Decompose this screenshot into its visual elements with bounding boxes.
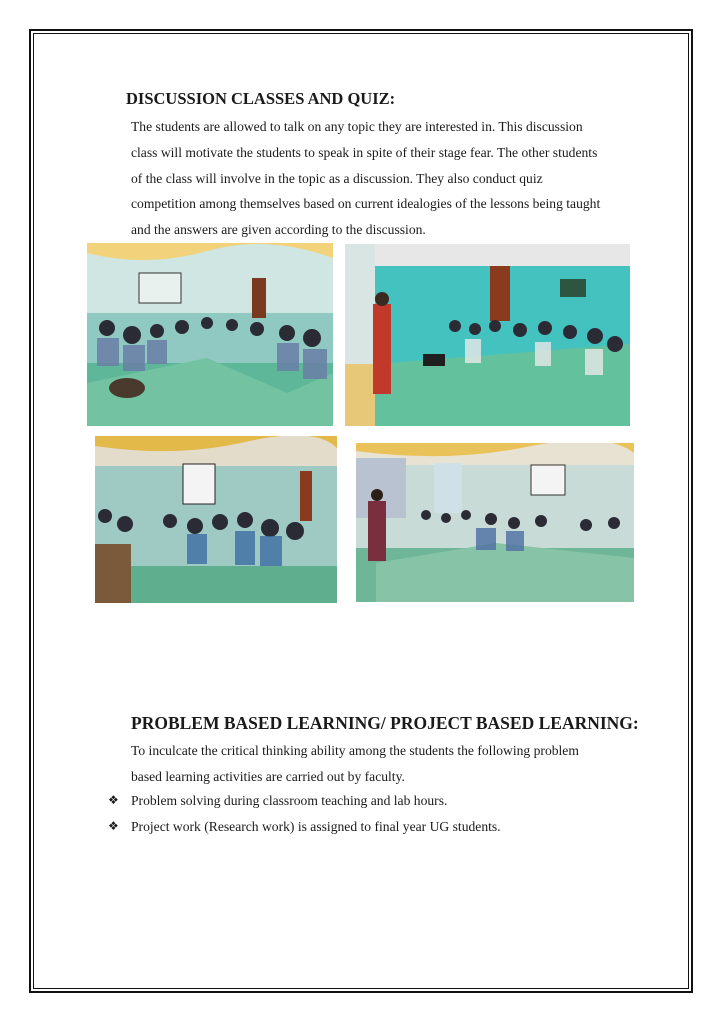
section-heading-problem-based-learning: PROBLEM BASED LEARNING/ PROJECT BASED LEARNING: xyxy=(131,713,639,733)
seminar-hall-photo xyxy=(356,443,634,602)
paragraph-line: competition among themselves based on current idealogies of the lessons being taught xyxy=(131,196,601,212)
paragraph-line: The students are allowed to talk on any topic they are interested in. This discussion xyxy=(131,119,583,134)
paragraph-line: To inculcate the critical thinking ability among the students the following problem xyxy=(131,743,579,758)
problem-based-learning-paragraph xyxy=(131,738,651,790)
paragraph-line: of the class will involve in the topic as a discussion. They also conduct quiz xyxy=(131,170,543,186)
discussion-paragraph xyxy=(131,114,651,243)
diamond-bullet-icon: ❖ xyxy=(108,818,119,833)
paragraph-line: and the answers are given according to the discussion. xyxy=(131,222,426,238)
list-item-text: Project work (Research work) is assigned to final year UG students. xyxy=(131,818,501,834)
paragraph-line: class will motivate the students to speak in spite of their stage fear. The other students xyxy=(131,144,598,160)
list-item-text: Problem solving during classroom teaching and lab hours. xyxy=(131,793,448,808)
classroom-discussion-photo xyxy=(87,243,333,426)
teacher-presenting-photo xyxy=(345,244,630,426)
section-heading-discussion: DISCUSSION CLASSES AND QUIZ: xyxy=(126,89,396,108)
diamond-bullet-icon: ❖ xyxy=(108,793,119,807)
projector-class-photo xyxy=(95,436,337,603)
paragraph-line: based learning activities are carried out by faculty. xyxy=(131,768,405,784)
